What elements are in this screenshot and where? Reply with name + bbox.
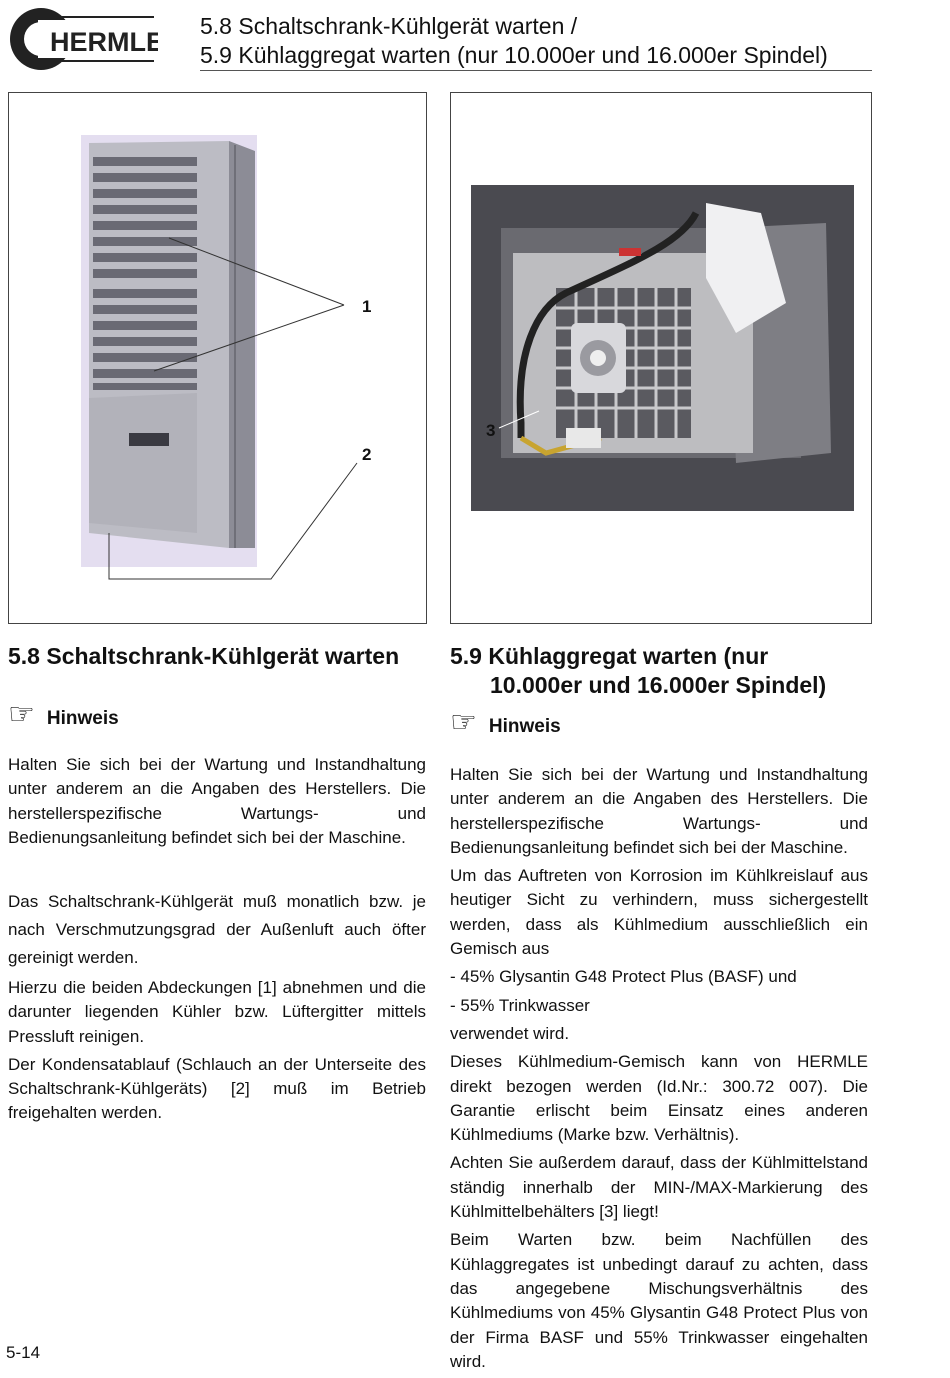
header-title-line-1: 5.8 Schaltschrank-Kühlgerät warten / (200, 13, 578, 39)
page-header-title (200, 12, 828, 70)
paragraph: Achten Sie außerdem darauf, dass der Kühlmittelstand ständig innerhalb der MIN-/MAX-Markierung des Kühlmittelbehälters [3] liegt! (450, 1153, 868, 1222)
callout-1: 1 (362, 297, 372, 316)
page-number: 5-14 (6, 1343, 41, 1362)
pointing-hand-icon: ☞ (8, 698, 35, 731)
list-item: - 45% Glysantin G48 Protect Plus (BASF) und (450, 967, 797, 987)
left-body-2 (8, 888, 426, 1130)
section-heading-5-8: 5.8 Schaltschrank-Kühlgerät warten (8, 643, 400, 669)
paragraph: Hierzu die beiden Abdeckungen [1] abnehmen und die darunter liegenden Kühler bzw. Lüftergitter mittels Pressluft reinigen. (8, 978, 426, 1046)
callout-3: 3 (486, 421, 496, 440)
heading-line-1: 5.9 Kühlaggregat warten (nur (450, 643, 769, 669)
heading-line-2: 10.000er und 16.000er Spindel) (490, 672, 827, 698)
hint-block-right (450, 708, 561, 738)
paragraph: Dieses Kühlmedium-Gemisch kann von HERMLE direkt bezogen werden (Id.Nr.: 300.72 007). Die Garantie erlischt beim Einsatz eines anderen Kühlmediums (Marke bzw. Verhältnis). (450, 1052, 868, 1145)
callout-2: 2 (362, 445, 372, 464)
paragraph: Beim Warten bzw. beim Nachfüllen des Kühlaggregates ist unbedingt darauf zu achten, dass das angegebene Mischungsverhältnis des Kühlmediums von 45% Glysantin G48 Protect Plus von der Firma BASF und 55% Trinkwasser eingehalten wird. (450, 1230, 868, 1371)
paragraph: Halten Sie sich bei der Wartung und Instandhaltung unter anderem an die Angaben des Herstellers. Die herstellerspezifische Wartungs- und Bedienungsanleitung befindet sich bei der Maschine. (8, 755, 426, 847)
hermle-logo (8, 6, 158, 72)
right-body (450, 763, 868, 1378)
paragraph: Der Kondensatablauf (Schlauch an der Unterseite des Schaltschrank-Kühlgeräts) [2] muß im Betrieb freigehalten werden. (8, 1054, 426, 1123)
header-divider (200, 70, 872, 71)
paragraph: Um das Auftreten von Korrosion im Kühlkreislauf aus heutiger Sicht zu verhindern, muss sichergestellt werden, dass als Kühlmedium ausschließlich ein Gemisch aus (450, 866, 868, 959)
figure-cabinet-cooler (8, 92, 427, 624)
pointing-hand-icon: ☞ (450, 706, 477, 739)
logo-wordmark: HERMLE (50, 27, 158, 57)
left-body-1 (8, 753, 426, 854)
header-title-line-2: 5.9 Kühlaggregat warten (nur 10.000er und 16.000er Spindel) (200, 42, 828, 68)
paragraph: Das Schaltschrank-Kühlgerät muß monatlich bzw. je nach Verschmutzungsgrad der Außenluft auch öfter gereinigt werden. (8, 892, 426, 967)
hint-label: Hinweis (488, 716, 561, 737)
list-item: - 55% Trinkwasser (450, 995, 590, 1015)
hint-block-left (8, 700, 119, 730)
paragraph: verwendet wird. (450, 1023, 570, 1043)
section-heading-5-9 (450, 642, 826, 700)
paragraph: Halten Sie sich bei der Wartung und Instandhaltung unter anderem an die Angaben des Herstellers. Die herstellerspezifische Wartungs- und Bedienungsanleitung befindet sich bei der Maschine. (450, 765, 868, 857)
figure-cooling-aggregate (450, 92, 872, 624)
hint-label: Hinweis (46, 708, 119, 729)
